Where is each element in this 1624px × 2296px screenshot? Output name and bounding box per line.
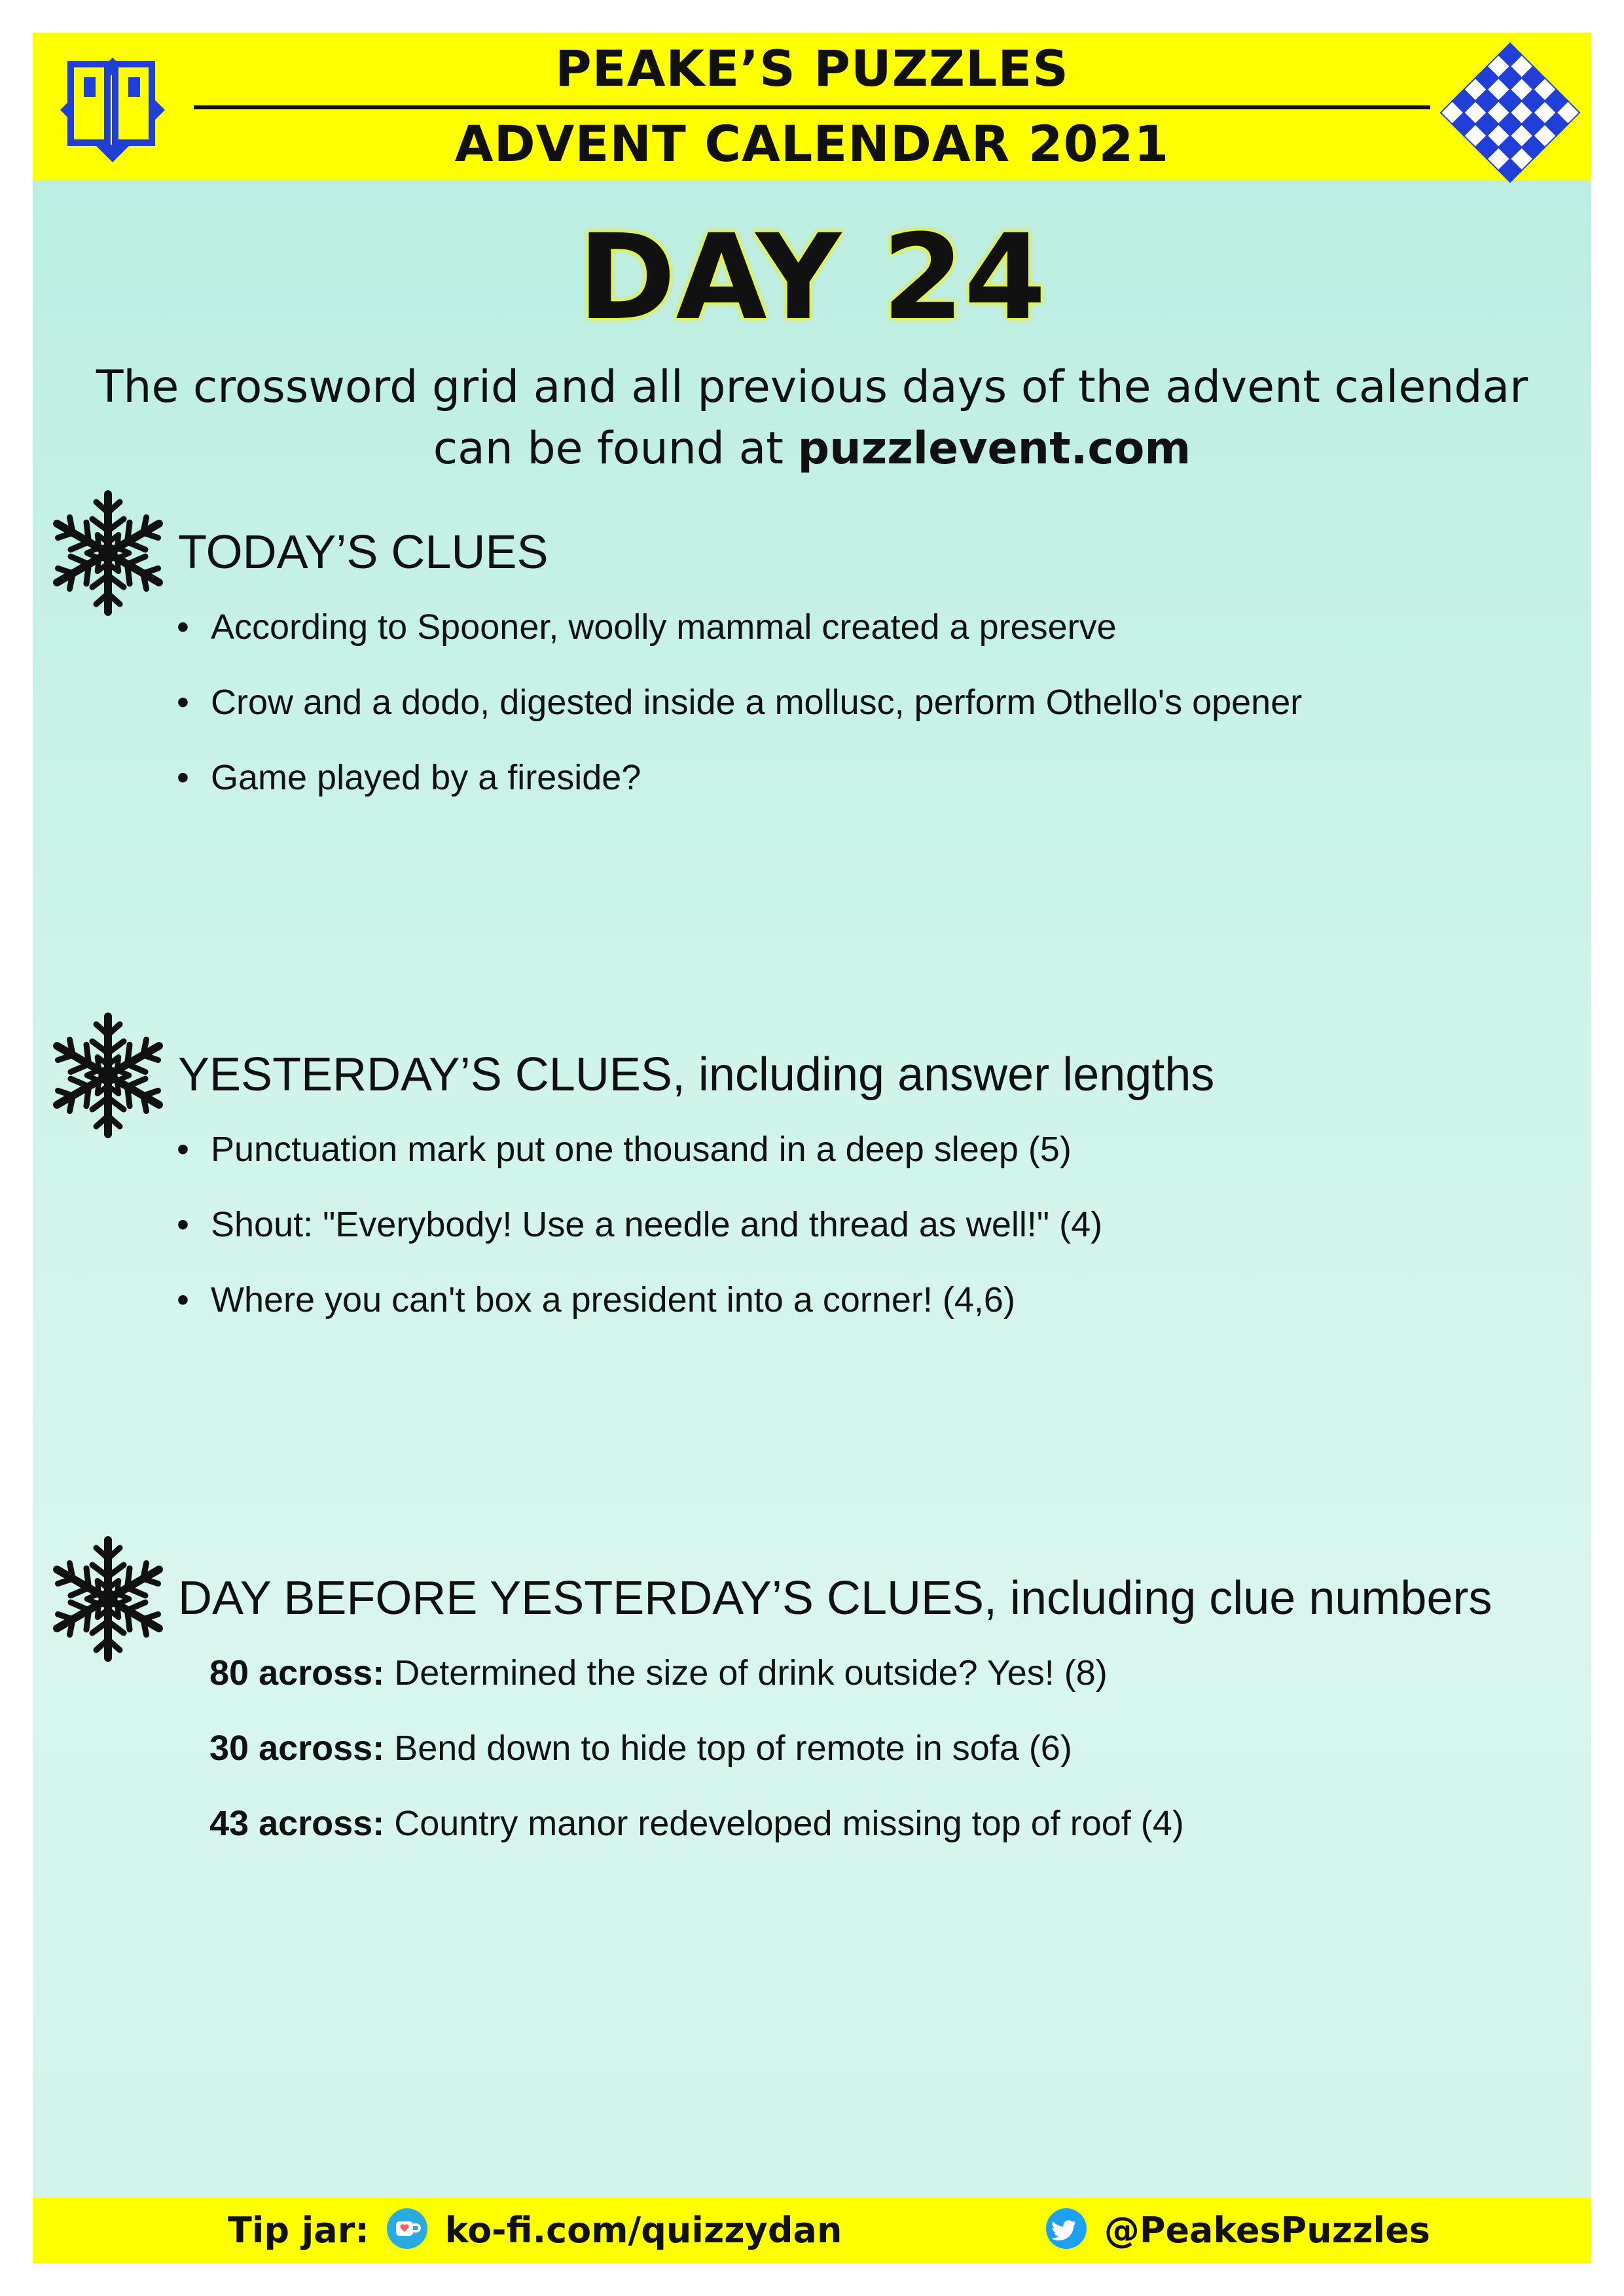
snowflake-icon: [46, 488, 170, 619]
section-title: TODAY’S CLUES: [178, 526, 549, 579]
snowflake-icon: [46, 1010, 170, 1141]
intro-prefix: can be found at: [433, 423, 798, 475]
intro-line-2: [33, 418, 1591, 480]
section-title: DAY BEFORE YESTERDAY’S CLUES, including clue numbers: [178, 1572, 1492, 1624]
tip-jar-label: Tip jar:: [228, 2210, 369, 2251]
kofi-link[interactable]: ko-fi.com/quizzydan: [444, 2210, 842, 2251]
header-banner: [33, 33, 1591, 180]
twitter-link[interactable]: @PeakesPuzzles: [1104, 2210, 1430, 2251]
advent-page: [33, 33, 1591, 2263]
kofi-cup-icon: [387, 2208, 427, 2249]
list-item: • Punctuation mark put one thousand in a deep sleep (5): [177, 1130, 1072, 1169]
puzzlevent-link[interactable]: puzzlevent.com: [797, 423, 1191, 475]
twitter-bird-icon: [1046, 2208, 1087, 2249]
intro-line-1: The crossword grid and all previous days of the advent calendar: [96, 361, 1528, 413]
list-item: • Crow and a dodo, digested inside a mollusc, perform Othello's opener: [177, 683, 1303, 722]
list-item: • Where you can't box a president into a corner! (4,6): [177, 1280, 1015, 1319]
section-title: YESTERDAY’S CLUES, including answer lengths: [178, 1049, 1215, 1101]
crossword-diamond-icon: [1437, 39, 1583, 186]
header-title: PEAKE’S PUZZLES: [554, 39, 1070, 98]
footer-banner: [33, 2198, 1591, 2263]
header-subtitle: ADVENT CALENDAR 2021: [454, 115, 1170, 173]
header-divider: [194, 105, 1430, 109]
list-item: • Shout: "Everybody! Use a needle and thread as well!" (4): [177, 1205, 1103, 1244]
list-item: • According to Spooner, woolly mammal created a preserve: [177, 607, 1117, 647]
list-item: 80 across: Determined the size of drink outside? Yes! (8): [209, 1653, 1108, 1693]
tip-jar: [228, 2210, 842, 2253]
intro-text: [33, 357, 1591, 480]
day-title: DAY 24: [578, 209, 1046, 346]
list-item: 43 across: Country manor redeveloped missing top of roof (4): [209, 1804, 1184, 1843]
snowflake-icon: [46, 1534, 170, 1664]
twitter-handle: [1041, 2210, 1430, 2253]
list-item: 30 across: Bend down to hide top of remote in sofa (6): [209, 1729, 1072, 1768]
list-item: • Game played by a fireside?: [177, 758, 641, 797]
